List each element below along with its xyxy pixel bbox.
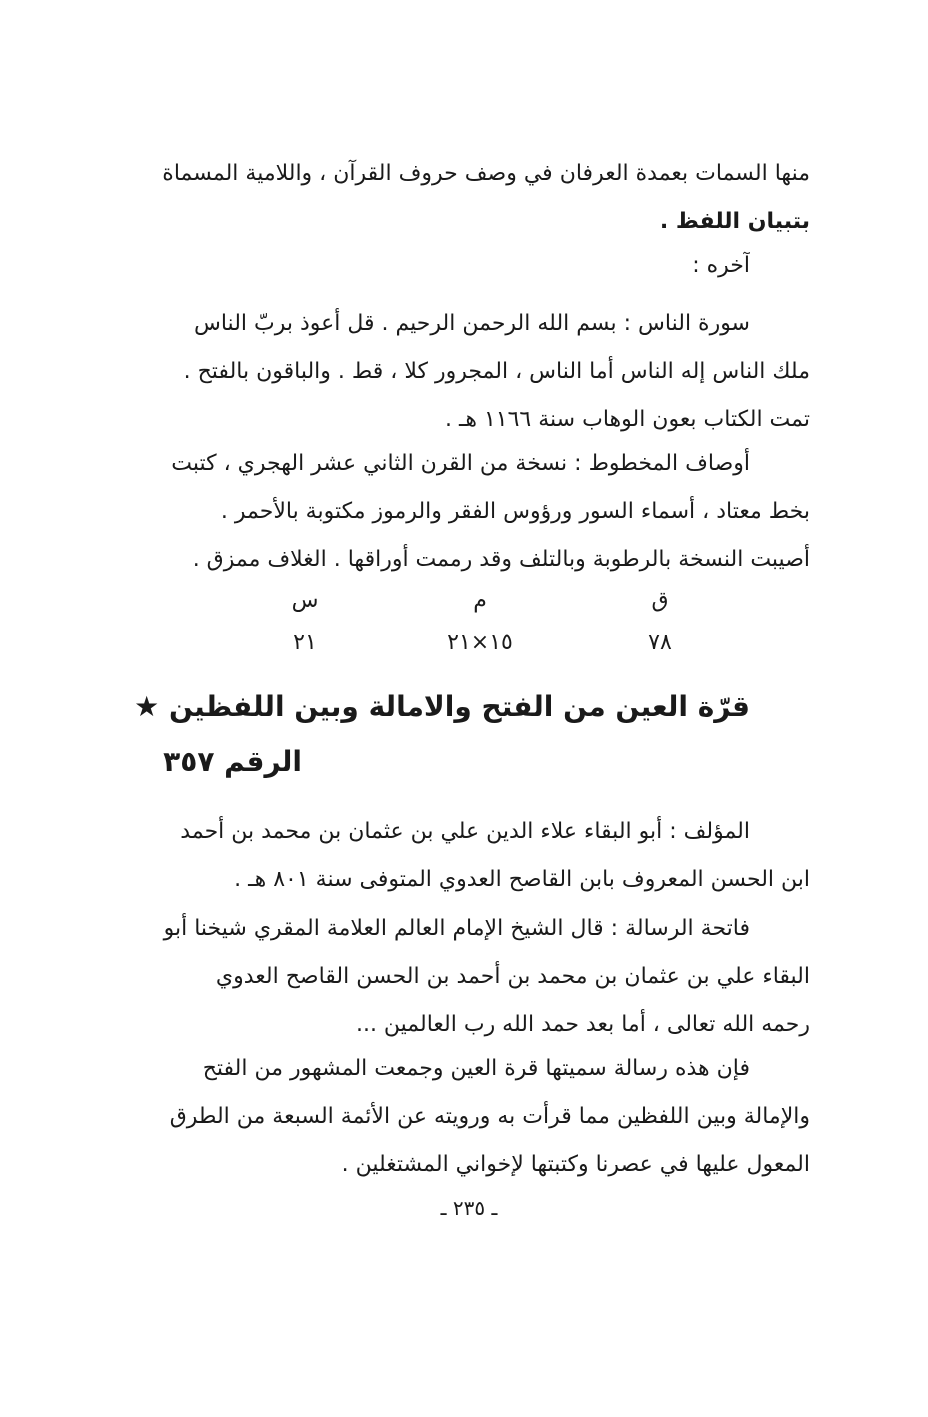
description-line: أوصاف المخطوط : نسخة من القرن الثاني عشر الهجري ، كتبت xyxy=(171,451,750,476)
author-paragraph xyxy=(160,808,810,904)
author-line: المؤلف : أبو البقاء علاء الدين علي بن عثمان بن محمد بن أحمد xyxy=(180,819,750,844)
body-line: فإن هذه رسالة سميتها قرة العين وجمعت المشهور من الفتح xyxy=(202,1056,750,1081)
opening-line: فاتحة الرسالة : قال الشيخ الإمام العالم العلامة المقري شيخنا أبو xyxy=(163,916,750,941)
intro-line: بتبيان اللفظ . xyxy=(659,209,810,234)
ending-label: آخره : xyxy=(692,253,750,278)
ending-line: تمت الكتاب بعون الوهاب سنة ١١٦٦ هـ . xyxy=(444,407,810,432)
page-number: ـ ٢٣٥ ـ xyxy=(440,1196,498,1220)
opening-line: البقاء علي بن عثمان بن محمد بن أحمد بن الحسن القاصح العدوي xyxy=(215,964,810,989)
specs-table-header xyxy=(250,588,720,628)
specs-header-cell: ق xyxy=(651,588,669,613)
intro-paragraph xyxy=(160,150,810,246)
entry-title: قرّة العين من الفتح والامالة وبين اللفظين ★ xyxy=(134,690,750,723)
description-line: أصيبت النسخة بالرطوبة وبالتلف وقد رممت أوراقها . الغلاف ممزق . xyxy=(192,547,810,572)
specs-header-cell: س xyxy=(291,588,319,613)
entry-number: الرقم ٣٥٧ xyxy=(163,745,302,778)
ending-line: ملك الناس إله الناس أما الناس ، المجرور كلا ، قط . والباقون بالفتح . xyxy=(183,359,810,384)
specs-value-cell: ٢١ xyxy=(293,630,317,655)
specs-value-cell: ٧٨ xyxy=(648,630,672,655)
specs-header-cell: م xyxy=(473,588,487,613)
body-line: المعول عليها في عصرنا وكتبتها لإخواني المشتغلين . xyxy=(341,1152,810,1177)
description-line: بخط معتاد ، أسماء السور ورؤوس الفقر والرموز مكتوبة بالأحمر . xyxy=(220,499,810,524)
ending-paragraph xyxy=(160,300,810,444)
body-paragraph xyxy=(160,1045,810,1189)
ending-line: سورة الناس : بسم الله الرحمن الرحيم . قل أعوذ بربّ الناس xyxy=(194,311,750,336)
specs-value-cell: ١٥×٢١ xyxy=(447,630,513,655)
opening-line: رحمه الله تعالى ، أما بعد حمد الله رب العالمين ... xyxy=(355,1012,810,1037)
specs-table-values xyxy=(250,630,720,670)
description-paragraph xyxy=(160,440,810,584)
author-line: ابن الحسن المعروف بابن القاصح العدوي المتوفى سنة ٨٠١ هـ . xyxy=(234,867,810,892)
opening-paragraph xyxy=(160,905,810,1049)
body-line: والإمالة وبين اللفظين مما قرأت به ورويته عن الأئمة السبعة من الطرق xyxy=(169,1104,810,1129)
intro-line: منها السمات بعمدة العرفان في وصف حروف القرآن ، واللامية المسماة xyxy=(162,161,810,186)
